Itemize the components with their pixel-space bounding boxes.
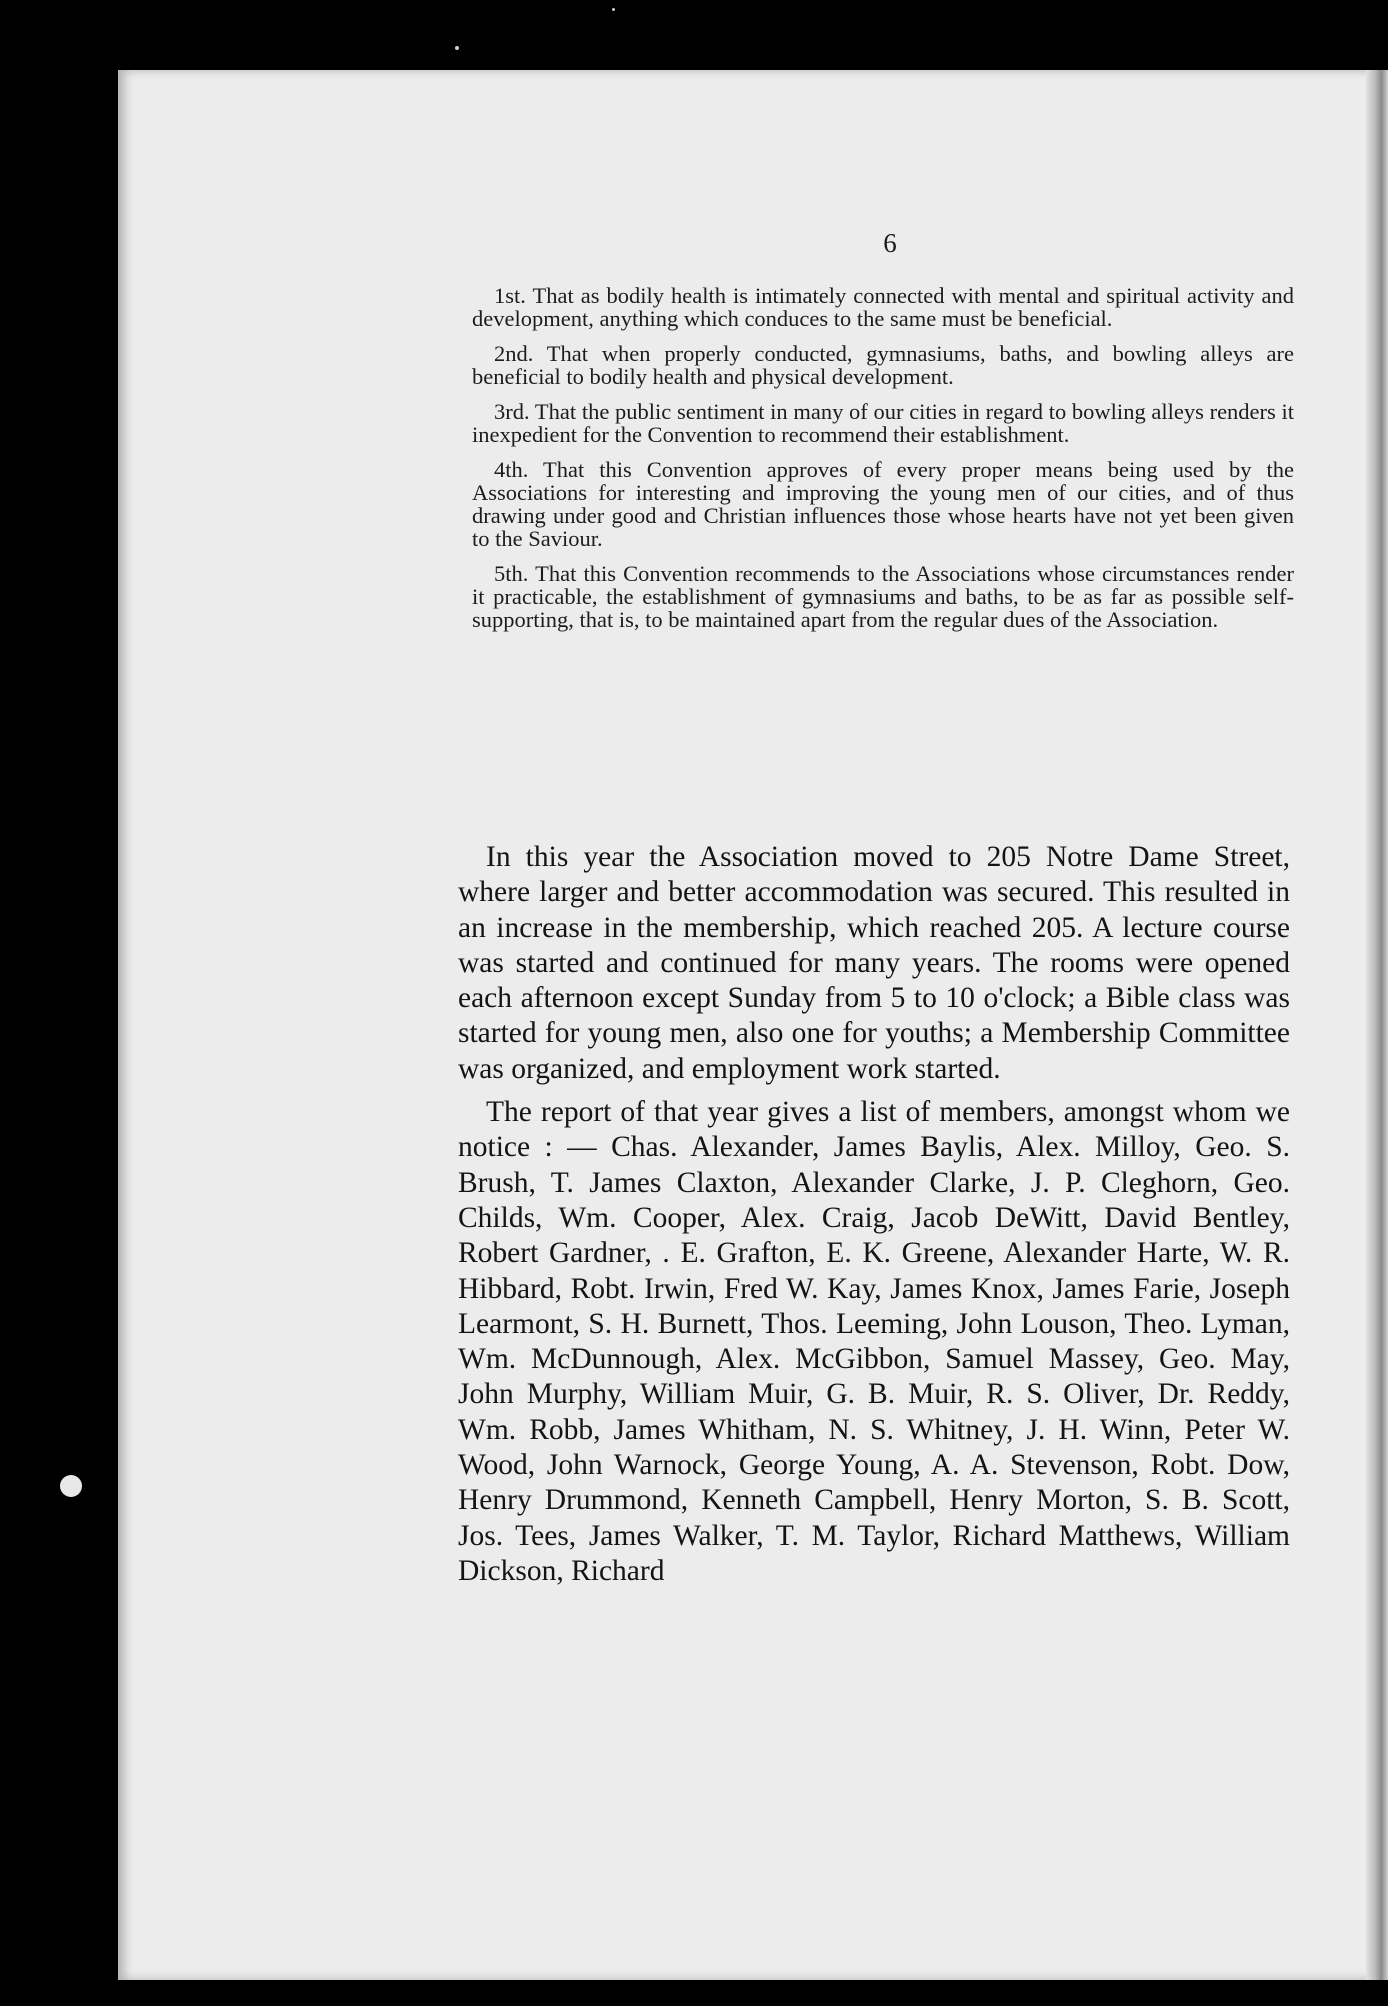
resolution-item: 1st. That as bodily health is intimately connected with mental and spiritual activity and development, anything which conduces to the same must be beneficial.: [472, 283, 1294, 331]
page-edge: [1366, 70, 1388, 1980]
resolutions-block: [472, 284, 1294, 643]
body-paragraph: The report of that year gives a list of members, amongst whom we notice : — Chas. Alexander, James Baylis, Alex. Milloy, Geo. S. Brush, T. James Claxton, Alexander Clarke, J. P. Cleghorn, Geo. Childs, Wm. Cooper, Alex. Craig, Jacob DeWitt, David Bentley, Robert Gardner, . E. Grafton, E. K. Greene, Alexander Harte, W. R. Hibbard, Robt. Irwin, Fred W. Kay, James Knox, James Farie, Joseph Learmont, S. H. Burnett, Thos. Leeming, John Louson, Theo. Lyman, Wm. McDunnough, Alex. McGibbon, Samuel Massey, Geo. May, John Murphy, William Muir, G. B. Muir, R. S. Oliver, Dr. Reddy, Wm. Robb, James Whitham, N. S. Whitney, J. H. Winn, Peter W. Wood, John Warnock, George Young, A. A. Stevenson, Robt. Dow, Henry Drummond, Kenneth Campbell, Henry Morton, S. B. Scott, Jos. Tees, James Walker, T. M. Taylor, Richard Matthews, William Dickson, Richard: [458, 1096, 1290, 1587]
binding-mark: [60, 1475, 82, 1497]
body-text: [458, 840, 1290, 1597]
resolution-item: 5th. That this Convention recommends to the Associations whose circumstances render it practicable, the establishment of gymnasiums and baths, to be as far as possible self-supporting, that is, to be maintained apart from the regular dues of the Association.: [472, 561, 1294, 632]
dust-speck: [455, 46, 459, 50]
resolution-item: 2nd. That when properly conducted, gymnasiums, baths, and bowling alleys are beneficial to bodily health and physical development.: [472, 341, 1294, 389]
page-number: 6: [883, 228, 897, 258]
body-paragraph: In this year the Association moved to 205 Notre Dame Street, where larger and better accommodation was secured. This resulted in an increase in the membership, which reached 205. A lecture course was started and continued for many years. The rooms were opened each afternoon except Sunday from 5 to 10 o'clock; a Bible class was started for young men, also one for youths; a Membership Committee was organized, and employment work started.: [458, 841, 1290, 1085]
resolution-item: 3rd. That the public sentiment in many of our cities in regard to bowling alleys renders it inexpedient for the Convention to recommend their establishment.: [472, 399, 1294, 447]
dust-speck: [612, 8, 615, 11]
resolution-item: 4th. That this Convention approves of every proper means being used by the Associations for interesting and improving the young men of our cities, and of thus drawing under good and Christian influences those whose hearts have not yet been given to the Saviour.: [472, 457, 1294, 551]
